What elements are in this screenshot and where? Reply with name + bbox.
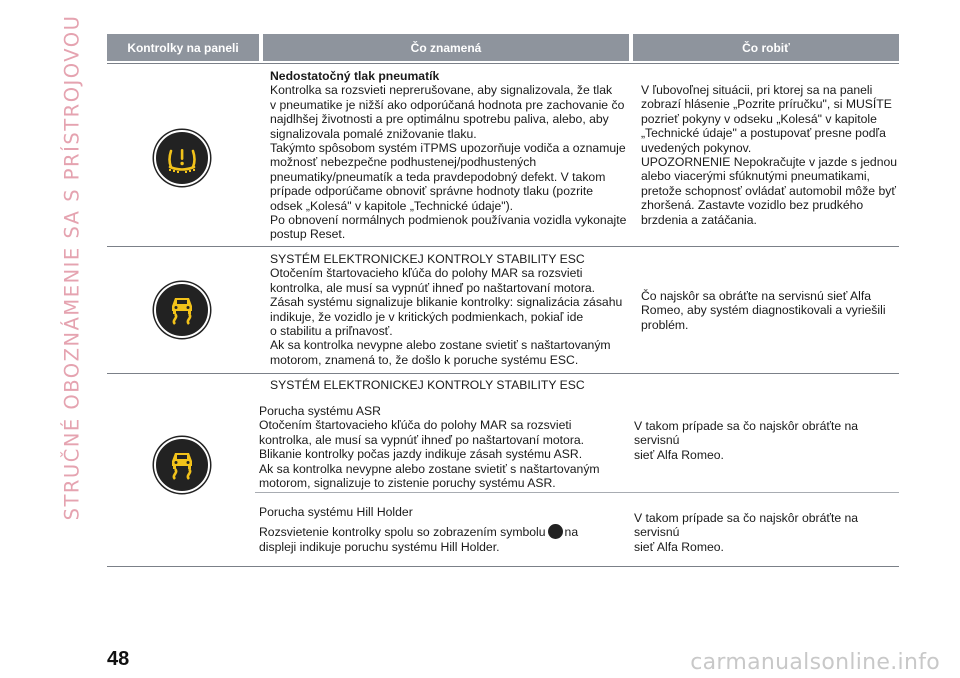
chapter-title-text: STRUČNÉ OBOZNÁMENIE SA S PRÍSTROJOVOU (60, 14, 84, 520)
text-line: Otočením štartovacieho kľúča do polohy MAR sa rozsvieti (270, 266, 583, 281)
chapter-title-vertical (57, 14, 87, 520)
text-line: kontrolka, ale musí sa vypnúť ihneď po naštartovaní motora. (259, 432, 585, 447)
text-line: V takom prípade sa čo najskôr obráťte na servisnú (634, 419, 859, 448)
text-line: motorom, signalizuje to zistenie poruchy systému ASR. (259, 476, 556, 491)
text-line: motorom, znamená to, že došlo k poruche systému ESC. (270, 352, 579, 367)
tpms-warning-icon (154, 130, 210, 186)
text-line: „Technické údaje" a postupovať presne podľa (641, 126, 886, 141)
header-action: Čo robiť (633, 34, 899, 61)
header-divider (107, 63, 899, 64)
text-line: Zásah systému signalizuje blikanie kontrolky: signalizácia zásahu (270, 295, 623, 310)
text-line: sieť Alfa Romeo. (634, 447, 724, 462)
text-line: pretože schopnosť ovládať automobil môže byť (641, 183, 896, 198)
text-line: pozrieť pokyny v odseku „Kolesá" v kapitole (641, 111, 877, 126)
text-line: brzdenia a zatáčania. (641, 212, 757, 227)
row1-title: Nedostatočný tlak pneumatík (270, 69, 440, 83)
watermark: carmanualsonline.info (690, 650, 940, 675)
text-line: Porucha systému ASR (259, 404, 381, 418)
text-line: V ľubovoľnej situácii, pri ktorej sa na paneli (641, 83, 873, 97)
text-fragment: Rozsvietenie kontrolky spolu so zobrazením symbolu (259, 525, 546, 540)
hill-holder-icon (548, 524, 563, 539)
text-line: signalizovala pomalé znižovanie tlaku. (270, 126, 477, 141)
text-line: Po obnovení normálnych podmienok používania vozidla vykonajte (270, 213, 627, 228)
row-divider (107, 246, 899, 247)
row3-sub2-action (634, 511, 906, 554)
text-line: Takýmto spôsobom systém iTPMS upozorňuje vodiča a oznamuje (270, 141, 626, 156)
row2-meaning (270, 252, 635, 367)
text-line: Blikanie kontrolky počas jazdy indikuje zásah systému ASR. (259, 447, 583, 462)
header-meaning: Čo znamená (263, 34, 629, 61)
row1-action (641, 83, 903, 227)
text-line (259, 524, 631, 539)
row1-meaning (270, 69, 635, 242)
text-line: najdlhšej životnosti a pre optimálnu spotrebu paliva, alebo, aby (270, 112, 609, 127)
row3-sub2-title: Porucha systému Hill Holder (259, 505, 413, 519)
row3-sub1-action (634, 419, 906, 462)
row-divider (107, 373, 899, 374)
page-number: 48 (107, 648, 130, 670)
text-line: kontrolka, ale musí sa vypnúť ihneď po naštartovaní motora. (270, 280, 596, 295)
text-line: Otočením štartovacieho kľúča do polohy MAR sa rozsvieti (259, 418, 572, 433)
row3-sub2-meaning (259, 505, 631, 554)
text-line: Čo najskôr sa obráťte na servisnú sieť Alfa (641, 289, 871, 303)
text-line: o stabilitu a priľnavosť. (270, 324, 393, 339)
text-line: prípade odporúčame obnoviť správne hodnoty tlaku (pozrite (270, 184, 593, 199)
table-header (107, 34, 899, 61)
header-warning-lights: Kontrolky na paneli (107, 34, 259, 61)
text-fragment: na (564, 525, 579, 540)
esc-skid-icon (154, 437, 210, 493)
text-line: v pneumatike je nižší ako odporúčaná hodnota pre zachovanie čo (270, 97, 625, 112)
text-line: Romeo, aby systém diagnostikovali a vyriešili (641, 303, 886, 318)
text-line: problém. (641, 317, 689, 332)
row2-action (641, 289, 903, 332)
text-line: postup Reset. (270, 227, 346, 242)
text-line: indikuje, že vozidlo je v kritických podmienkach, pokiaľ ide (270, 309, 584, 324)
text-line: uvedených pokynov. (641, 140, 752, 155)
text-line: Ak sa kontrolka nevypne alebo zostane svietiť s naštartovaným (259, 461, 600, 476)
text-line: pneumatiky/pneumatík a teda pravdepodobný defekt. V takom (270, 169, 606, 184)
table-bottom-line (107, 566, 899, 567)
text-line: zobrazí hlásenie „Pozrite príručku", si MUSÍTE (641, 97, 892, 112)
row3-heading: SYSTÉM ELEKTRONICKEJ KONTROLY STABILITY ESC (270, 378, 585, 392)
text-line: alebo viacerými sfúknutými pneumatikami, (641, 169, 870, 184)
text-line: SYSTÉM ELEKTRONICKEJ KONTROLY STABILITY ESC (270, 252, 585, 266)
text-line: možnosť nebezpečne podhustenej/podhustených (270, 155, 537, 170)
text-line: V takom prípade sa čo najskôr obráťte na servisnú (634, 511, 859, 540)
text-line: odsek „Kolesá" v kapitole „Technické údaje"). (270, 198, 514, 213)
sub-row-divider (255, 492, 899, 493)
text-line: zhoršená. Zastavte vozidlo bez prudkého (641, 198, 864, 213)
text-line: UPOZORNENIE Nepokračujte v jazde s jednou (641, 155, 898, 170)
text-line: Kontrolka sa rozsvieti neprerušovane, aby signalizovala, že tlak (270, 83, 613, 98)
row3-sub1-meaning (259, 404, 631, 490)
esc-skid-icon (154, 282, 210, 338)
text-line: sieť Alfa Romeo. (634, 539, 724, 554)
text-line: Ak sa kontrolka nevypne alebo zostane svietiť s naštartovaným (270, 338, 611, 353)
text-line: displeji indikuje poruchu systému Hill Holder. (259, 539, 500, 554)
